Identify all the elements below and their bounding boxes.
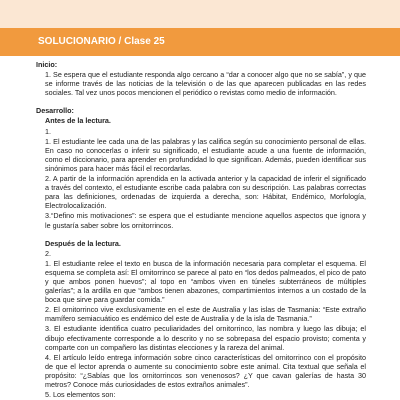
- antes-heading: Antes de la lectura.: [45, 116, 111, 126]
- despues-paragraph-3: 3. El estudiante identifica cuatro peculiaridades del ornitorrinco, las nombra y luego las dibuja; el dibujo efectivamente corresponde a lo descrito y no se sobrepasa del espacio provisto; comenta y comparte con un compañero las distintas elecciones y la rareza del animal.: [45, 324, 366, 352]
- desarrollo-heading: Desarrollo:: [36, 106, 74, 116]
- despues-number: 2.: [45, 248, 51, 258]
- title-banner: [0, 28, 400, 56]
- despues-paragraph-1: 1. El estudiante relee el texto en busca de la información necesaria para completar el esquema. El esquema se completa así: El ornitorrinco se parece al pato en “los dedos palmeados, el pico de pato y que ambos ponen huevos”; al topo en “ambos viven en túneles subterráneos de múltiples galerías”; a la ardilla en que “ambos tienen abazones, compartimientos internos a un costado de la boca que sirve para guardar comida.”: [45, 258, 366, 305]
- document-body: [36, 60, 366, 400]
- antes-paragraph-3: 3.“Defino mis motivaciones”: se espera que el estudiante mencione aquellos aspectos que ignora y le gustaría saber sobre los ornitorrincos.: [45, 211, 366, 230]
- despues-paragraph-2: 2. El ornitorrinco vive exclusivamente en el este de Australia y las islas de Tasmania: “Este extraño mamífero semiacuático es endémico del este de Australia y de la isla de Tasmania.”: [45, 305, 366, 324]
- inicio-paragraph: 1. Se espera que el estudiante responda algo cercano a “dar a conocer algo que no se sabía”, y que se informe través de las noticias de la televisión o de las que aparecen publicadas en las redes sociales. Tal vez unos pocos mencionen el periódico o revistas como medio de información.: [45, 70, 366, 98]
- banner-title: SOLUCIONARIO / Clase 25: [38, 36, 165, 47]
- antes-number: 1.: [45, 126, 51, 136]
- top-strip: [0, 0, 400, 28]
- antes-paragraph-2: 2. A partir de la información aprendida en la activada anterior y la capacidad de inferir el significado a través del contexto, el estudiante escribe cada palabra con su descripción. Las palabras correctas para las definiciones, ordenadas de izquierda a derecha, son: Hábitat, Endémico, Morfología, Electrolocalización.: [45, 174, 366, 211]
- inicio-heading: Inicio:: [36, 60, 58, 69]
- despues-paragraph-4: 4. El artículo leído entrega información sobre cinco características del ornitorrinco con el propósito de que el lector aprenda o aumente su conocimiento sobre este animal. Cita textual que señala el propósito: “¿Sabías que los ornitorrincos son venenosos? ¿Y que cavan galerías de hasta 30 metros? Conoce más curiosidades de estos extraños animales”.: [45, 352, 366, 389]
- antes-paragraph-1: 1. El estudiante lee cada una de las palabras y las califica según su conocimiento personal de ellas. En caso no conocerlas o inferir su significado, el estudiante acude a una fuente de información, como el diccionario, para aprender en profundidad lo que significan. Además, pueden identificar sus sinónimos para hacer más fácil el recordarlas.: [45, 136, 366, 173]
- despues-heading: Después de la lectura.: [45, 238, 121, 248]
- despues-paragraph-5: 5. Los elementos son:: [45, 390, 116, 400]
